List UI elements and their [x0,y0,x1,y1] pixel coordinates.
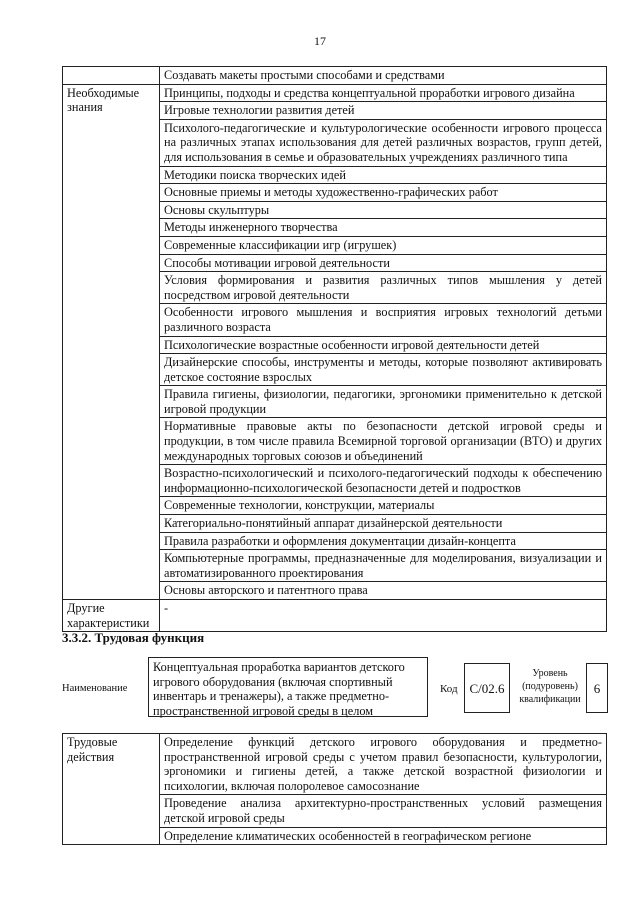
knowledge-item: Игровые технологии развития детей [160,102,607,120]
knowledge-item: Основы скульптуры [160,201,607,219]
labor-actions-table [62,733,607,845]
knowledge-item: Правила разработки и оформления документации дизайн-концепта [160,532,607,550]
first-row-cell: Создавать макеты простыми способами и средствами [160,67,607,85]
knowledge-item: Условия формирования и развития различных типов мышления у детей посредством игровой деятельности [160,272,607,304]
code-value: C/02.6 [464,663,510,713]
actions-label: Трудовые действия [63,734,160,845]
other-label: Другие характеристики [63,600,160,632]
knowledge-item: Особенности игрового мышления и восприятия игровых технологий детьми различного возраста [160,304,607,336]
knowledge-item: Правила гигиены, физиологии, педагогики, эргономики применительно к детской игровой продукции [160,386,607,418]
table-row [63,84,607,102]
knowledge-item: Категориально-понятийный аппарат дизайнерской деятельности [160,515,607,533]
table-row [63,67,607,85]
table-row [63,600,607,632]
table-row [63,734,607,795]
knowledge-item: Способы мотивации игровой деятельности [160,254,607,272]
knowledge-item: Дизайнерские способы, инструменты и методы, которые позволяют активировать детское состояние взрослых [160,354,607,386]
labor-function-header [62,657,610,721]
knowledge-item: Современные классификации игр (игрушек) [160,236,607,254]
knowledge-label: Необходимые знания [63,84,160,599]
knowledge-item: Методики поиска творческих идей [160,166,607,184]
function-name: Концептуальная проработка вариантов детского игрового оборудования (включая спортивный инвентарь и тренажеры), а также предметно-пространственной игровой среды в целом [148,657,428,717]
knowledge-item: Основы авторского и патентного права [160,582,607,600]
knowledge-item: Основные приемы и методы художественно-графических работ [160,184,607,202]
knowledge-item: Компьютерные программы, предназначенные для моделирования, визуализации и автоматизированного проектирования [160,550,607,582]
empty-label-cell [63,67,160,85]
action-item: Проведение анализа архитектурно-пространственных условий размещения детской игровой среды [160,795,607,827]
knowledge-item: Нормативные правовые акты по безопасности детской игровой среды и продукции, в том числе правила Всемирной торговой организации (ВТО) и других международных торговых союзов и объединений [160,418,607,465]
knowledge-item: Возрастно-психологический и психолого-педагогический подходы к обеспечению информационно-психологической безопасности детей и подростков [160,465,607,497]
knowledge-item: Современные технологии, конструкции, материалы [160,497,607,515]
level-label: Уровень (подуровень) квалификации [519,668,581,705]
action-item: Определение функций детского игрового оборудования и предметно-пространственной игровой среды с учетом правил безопасности, культурологии, эргономики и гигиены детей, а также детской возрастной физиологии и психологии, включая полоролевое самосознание [160,734,607,795]
code-label: Код [440,683,458,695]
level-value: 6 [586,663,608,713]
knowledge-table [62,66,607,632]
knowledge-item: Принципы, подходы и средства концептуальной проработки игрового дизайна [160,84,607,102]
name-label: Наименование [62,683,128,694]
knowledge-item: Методы инженерного творчества [160,219,607,237]
knowledge-item: Психолого-педагогические и культурологические особенности игрового процесса на различных этапах использования для детей различных возрастов, групп детей, для использования в семье и образовательных учреждениях различного типа [160,119,607,166]
knowledge-item: Психологические возрастные особенности игровой деятельности детей [160,336,607,354]
action-item: Определение климатических особенностей в географическом регионе [160,827,607,845]
section-title: 3.3.2. Трудовая функция [62,630,205,645]
other-value: - [160,600,607,632]
page-number: 17 [314,34,326,48]
